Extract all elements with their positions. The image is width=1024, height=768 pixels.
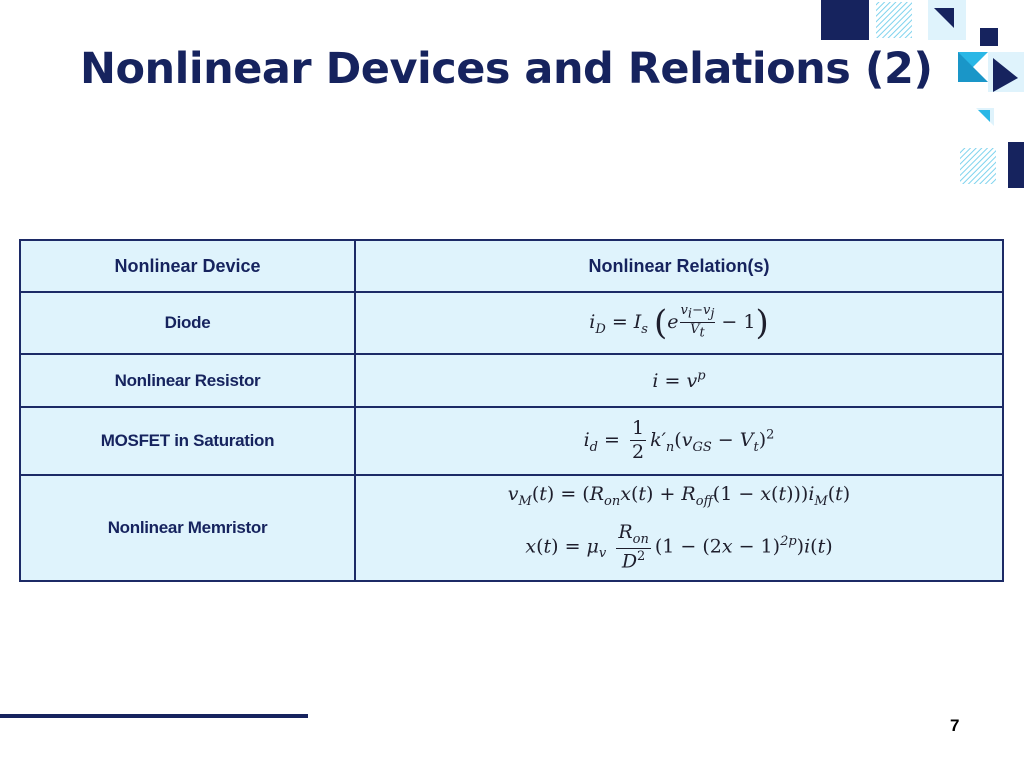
header-device: Nonlinear Device [20, 240, 355, 292]
relation-formula [355, 354, 1003, 407]
equation-memristor-voltage: $v_M(t) = (R_{on}x(t) + R_{off}(1 - x(t)))i_M(t)$ [507, 482, 851, 509]
table-header-row [20, 240, 1003, 292]
equation-resistor: $i = v^p$ [652, 368, 706, 393]
equation-memristor-state: $x(t) = \mu_v$ $\frac{R_{on}}{D^2}$ $(1 - (2x - 1)^{2p})i(t)$ [525, 521, 833, 573]
relation-formula [355, 475, 1003, 581]
relation-formula [355, 407, 1003, 475]
device-name: Nonlinear Memristor [20, 475, 355, 581]
table-row [20, 292, 1003, 354]
corner-decoration [818, 0, 1024, 195]
device-name: MOSFET in Saturation [20, 407, 355, 475]
header-relation: Nonlinear Relation(s) [355, 240, 1003, 292]
device-name: Nonlinear Resistor [20, 354, 355, 407]
equation-mosfet: $i_d$ = $\frac{1}{2}$ $k'_n(v_{GS} - V_t)^2$ [583, 417, 775, 464]
table-row [20, 475, 1003, 581]
footer-divider [0, 714, 308, 718]
relation-formula [355, 292, 1003, 354]
table-row [20, 407, 1003, 475]
relations-table [19, 239, 1004, 582]
table-row [20, 354, 1003, 407]
device-name: Diode [20, 292, 355, 354]
page-number: 7 [950, 716, 960, 735]
equation-diode: $i_D = I_s$ (e $\frac{v_i-v_j}{V_t}$ − 1) [589, 303, 769, 343]
slide-title: Nonlinear Devices and Relations (2) [80, 44, 933, 94]
